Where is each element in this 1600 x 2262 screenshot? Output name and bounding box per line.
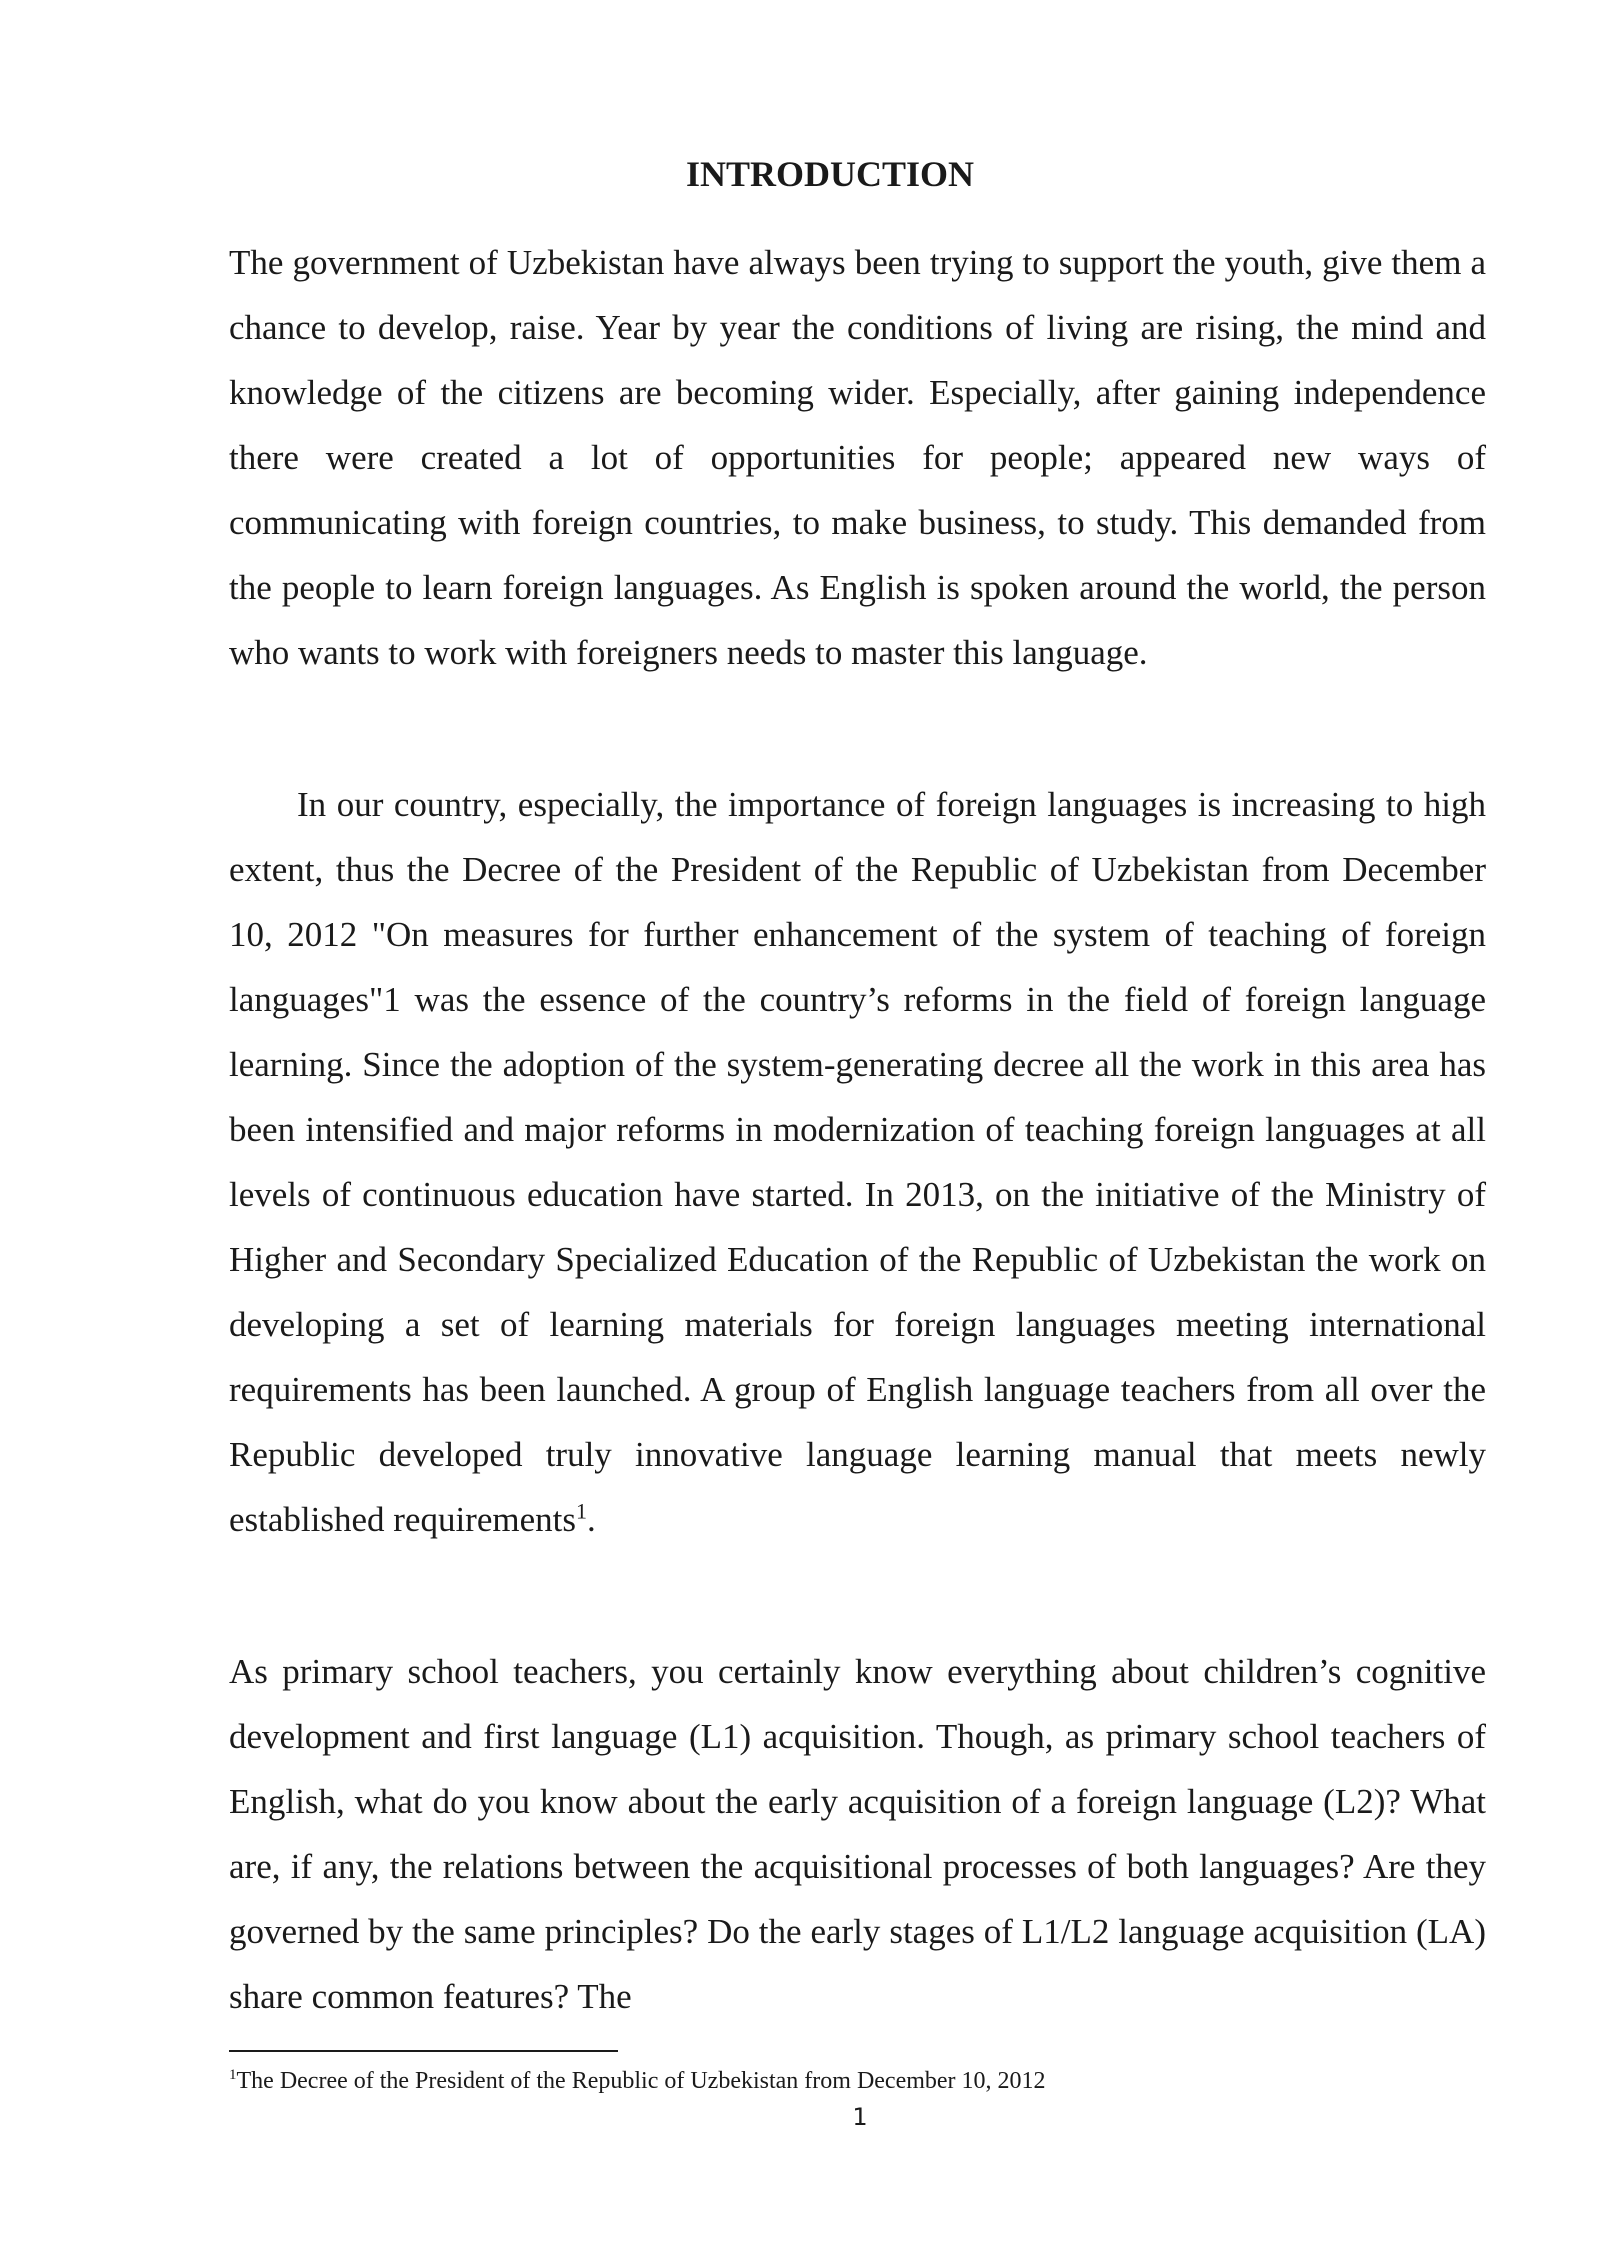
paragraph-2-text: In our country, especially, the importance of foreign languages is increasing to high extent, thus the Decree of the President of the Republic of Uzbekistan from December 10, 2012 "On measures for further enhancement of the system of teaching of foreign languages"1 was the essence of the country’s reforms in the field of foreign language learning. Since the adoption of the system-generating decree all the work in this area has been intensified and major reforms in modernization of teaching foreign languages at all levels of continuous education have started. In 2013, on the initiative of the Ministry of Higher and Secondary Specialized Education of the Republic of Uzbekistan the work on developing a set of learning materials for foreign languages meeting international requirements has been launched. A group of English language teachers from all over the Republic developed truly innovative language learning manual that meets newly established requirements <box>229 785 1486 1539</box>
paragraph-2-tail: . <box>586 1500 596 1539</box>
footnote-reference: 1 <box>575 1498 587 1524</box>
paragraph-1: The government of Uzbekistan have always been trying to support the youth, give them a chance to develop, raise. Year by year the conditions of living are rising, the mind and knowledge of the citizens are becoming wider. Especially, after gaining independence there were created a lot of opportunities for people; appeared new ways of communicating with foreign countries, to make business, to study. This demanded from the people to learn foreign languages. As English is spoken around the world, the person who wants to work with foreigners needs to master this language. <box>229 243 1486 672</box>
footnote-marker: 1 <box>229 2067 237 2083</box>
footnote-text: The Decree of the President of the Republic of Uzbekistan from December 10, 2012 <box>236 2068 1046 2094</box>
paragraph-2 <box>229 772 1486 1552</box>
page-number: 1 <box>852 2103 868 2131</box>
footnote-separator <box>229 2050 618 2052</box>
paragraph-3: As primary school teachers, you certainly know everything about children’s cognitive development and first language (L1) acquisition. Though, as primary school teachers of English, what do you know about the early acquisition of a foreign language (L2)? What are, if any, the relations between the acquisitional processes of both languages? Are they governed by the same principles? Do the early stages of L1/L2 language acquisition (LA) share common features? The <box>229 1652 1486 2016</box>
page-title: INTRODUCTION <box>685 154 975 194</box>
footnote <box>229 2066 1486 2096</box>
